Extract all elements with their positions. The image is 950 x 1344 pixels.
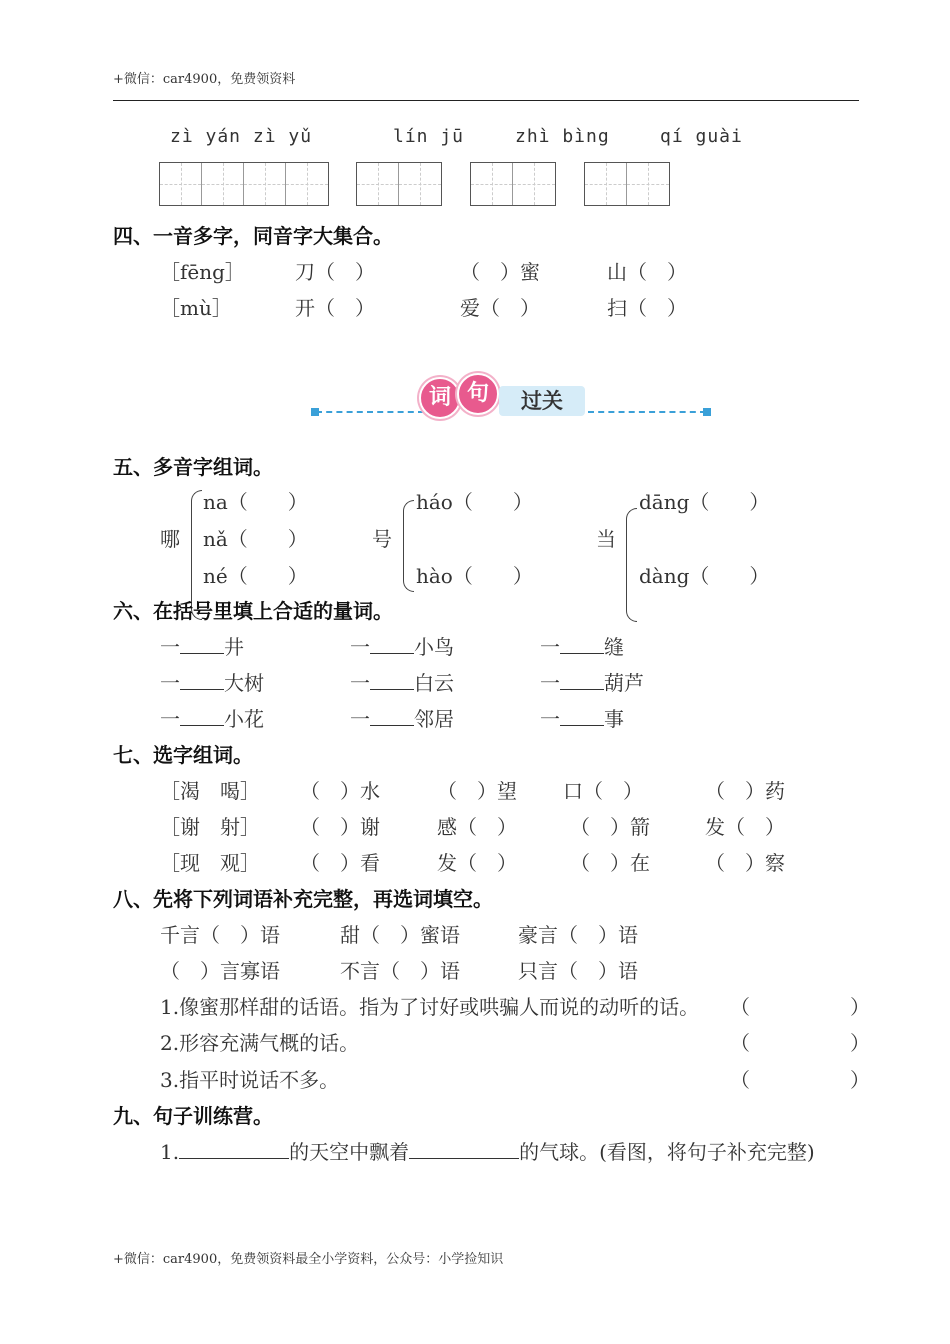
- fill-item[interactable]: （ ）望: [437, 779, 517, 803]
- measure-prefix: 一: [350, 707, 370, 731]
- fill-item[interactable]: （ ）水: [300, 779, 380, 803]
- measure-prefix: 一: [540, 635, 560, 659]
- measure-item: [350, 631, 454, 660]
- pinyin-label: qí guài: [660, 126, 743, 147]
- fill-item[interactable]: 发（ ）: [437, 851, 517, 875]
- row-label: ［谢 射］: [160, 815, 260, 839]
- sentence-text: 的天空中飘着: [289, 1140, 410, 1164]
- pinyin-label: zhì bìng: [515, 126, 610, 147]
- measure-prefix: 一: [160, 635, 180, 659]
- answer-blank[interactable]: [180, 635, 224, 654]
- measure-item: [350, 703, 454, 732]
- measure-item: [160, 667, 264, 696]
- fill-item[interactable]: （ ）看: [300, 851, 380, 875]
- banner-line-right: [588, 411, 706, 413]
- answer-blank[interactable]: [370, 635, 414, 654]
- answer-blank[interactable]: [560, 707, 604, 726]
- fill-item[interactable]: 爱（ ）: [460, 296, 540, 320]
- header-text: +微信：car4900，免费领资料: [113, 72, 296, 87]
- answer-blank[interactable]: [180, 707, 224, 726]
- measure-prefix: 一: [160, 707, 180, 731]
- question-text: 1.像蜜那样甜的话语。指为了讨好或哄骗人而说的动听的话。: [160, 995, 700, 1019]
- measure-prefix: 一: [350, 671, 370, 695]
- idiom-item[interactable]: 只言（ ）语: [518, 959, 638, 983]
- section-9-title: 九、句子训练营。: [113, 1104, 273, 1128]
- idiom-item[interactable]: 豪言（ ）语: [518, 923, 638, 947]
- sentence-question: [160, 1136, 815, 1165]
- reading-item[interactable]: nǎ（ ）: [203, 527, 308, 551]
- writing-box-2[interactable]: [470, 162, 556, 206]
- question-number: 1.: [160, 1140, 180, 1164]
- question-text: 2.形容充满气概的话。: [160, 1031, 360, 1055]
- answer-blank[interactable]: [179, 1140, 289, 1159]
- measure-noun: 小花: [224, 707, 264, 731]
- answer-blank[interactable]: [560, 671, 604, 690]
- footer-text: +微信：car4900，免费领资料最全小学资料，公众号：小学捡知识: [113, 1252, 504, 1267]
- section-6-title: 六、在括号里填上合适的量词。: [113, 599, 393, 623]
- answer-paren[interactable]: （ ）: [730, 1031, 870, 1055]
- header-rule: [113, 100, 859, 101]
- fill-item[interactable]: （ ）箭: [570, 815, 650, 839]
- banner-dot: [311, 408, 319, 416]
- row-label: ［mù］: [160, 296, 232, 320]
- writing-box-2[interactable]: [584, 162, 670, 206]
- measure-prefix: 一: [160, 671, 180, 695]
- measure-item: [350, 667, 454, 696]
- fill-item[interactable]: （ ）谢: [300, 815, 380, 839]
- measure-noun: 葫芦: [604, 671, 644, 695]
- pinyin-label: zì yán zì yǔ: [170, 126, 313, 147]
- polyphone-char: 哪: [160, 527, 180, 551]
- reading-item[interactable]: dāng（ ）: [639, 490, 770, 514]
- fill-item[interactable]: 感（ ）: [437, 815, 517, 839]
- idiom-item[interactable]: 不言（ ）语: [340, 959, 460, 983]
- banner-circle: 句: [457, 373, 499, 415]
- reading-item[interactable]: háo（ ）: [416, 490, 533, 514]
- measure-item: [540, 667, 644, 696]
- measure-prefix: 一: [540, 707, 560, 731]
- brace: [626, 508, 637, 622]
- answer-paren[interactable]: （ ）: [730, 995, 870, 1019]
- measure-item: [540, 631, 624, 660]
- fill-item[interactable]: 开（ ）: [295, 296, 375, 320]
- reading-item[interactable]: dàng（ ）: [639, 564, 770, 588]
- fill-item[interactable]: 扫（ ）: [607, 296, 687, 320]
- row-label: ［现 观］: [160, 851, 260, 875]
- measure-noun: 白云: [414, 671, 454, 695]
- reading-item[interactable]: hào（ ）: [416, 564, 533, 588]
- measure-prefix: 一: [350, 635, 370, 659]
- polyphone-char: 号: [372, 527, 392, 551]
- section-8-title: 八、先将下列词语补充完整，再选词填空。: [113, 887, 493, 911]
- banner-line-left: [316, 411, 424, 413]
- section-4-title: 四、一音多字，同音字大集合。: [113, 224, 393, 248]
- fill-item[interactable]: 发（ ）: [705, 815, 785, 839]
- measure-noun: 井: [224, 635, 244, 659]
- reading-item[interactable]: né（ ）: [203, 564, 308, 588]
- writing-box-2[interactable]: [356, 162, 442, 206]
- measure-item: [540, 703, 624, 732]
- banner-circle: 词: [419, 377, 461, 419]
- fill-item[interactable]: （ ）药: [705, 779, 785, 803]
- fill-item[interactable]: 口（ ）: [563, 779, 643, 803]
- idiom-item[interactable]: 甜（ ）蜜语: [340, 923, 460, 947]
- row-label: ［渴 喝］: [160, 779, 260, 803]
- answer-paren[interactable]: （ ）: [730, 1068, 870, 1092]
- polyphone-char: 当: [596, 527, 616, 551]
- measure-noun: 事: [604, 707, 624, 731]
- question-text: 3.指平时说话不多。: [160, 1068, 340, 1092]
- answer-blank[interactable]: [180, 671, 224, 690]
- fill-item[interactable]: （ ）蜜: [460, 260, 540, 284]
- writing-box-4[interactable]: [159, 162, 329, 206]
- row-label: ［fēng］: [160, 260, 245, 284]
- answer-blank[interactable]: [370, 707, 414, 726]
- section-5-title: 五、多音字组词。: [113, 455, 273, 479]
- measure-noun: 邻居: [414, 707, 454, 731]
- measure-prefix: 一: [540, 671, 560, 695]
- fill-item[interactable]: （ ）在: [570, 851, 650, 875]
- fill-item[interactable]: 刀（ ）: [295, 260, 375, 284]
- fill-item[interactable]: （ ）察: [705, 851, 785, 875]
- measure-noun: 缝: [604, 635, 624, 659]
- pinyin-label: lín jū: [393, 126, 465, 147]
- answer-blank[interactable]: [560, 635, 604, 654]
- brace: [403, 500, 414, 592]
- idiom-item[interactable]: 千言（ ）语: [160, 923, 280, 947]
- sentence-text: 的气球。(看图，将句子补充完整): [519, 1140, 815, 1164]
- fill-item[interactable]: 山（ ）: [607, 260, 687, 284]
- measure-item: [160, 631, 244, 660]
- measure-noun: 大树: [224, 671, 264, 695]
- answer-blank[interactable]: [370, 671, 414, 690]
- idiom-item[interactable]: （ ）言寡语: [160, 959, 280, 983]
- reading-item[interactable]: na（ ）: [203, 490, 308, 514]
- measure-noun: 小鸟: [414, 635, 454, 659]
- measure-item: [160, 703, 264, 732]
- banner-dot: [703, 408, 711, 416]
- section-7-title: 七、选字组词。: [113, 743, 253, 767]
- answer-blank[interactable]: [409, 1140, 519, 1159]
- banner-tag: 过关: [499, 386, 585, 416]
